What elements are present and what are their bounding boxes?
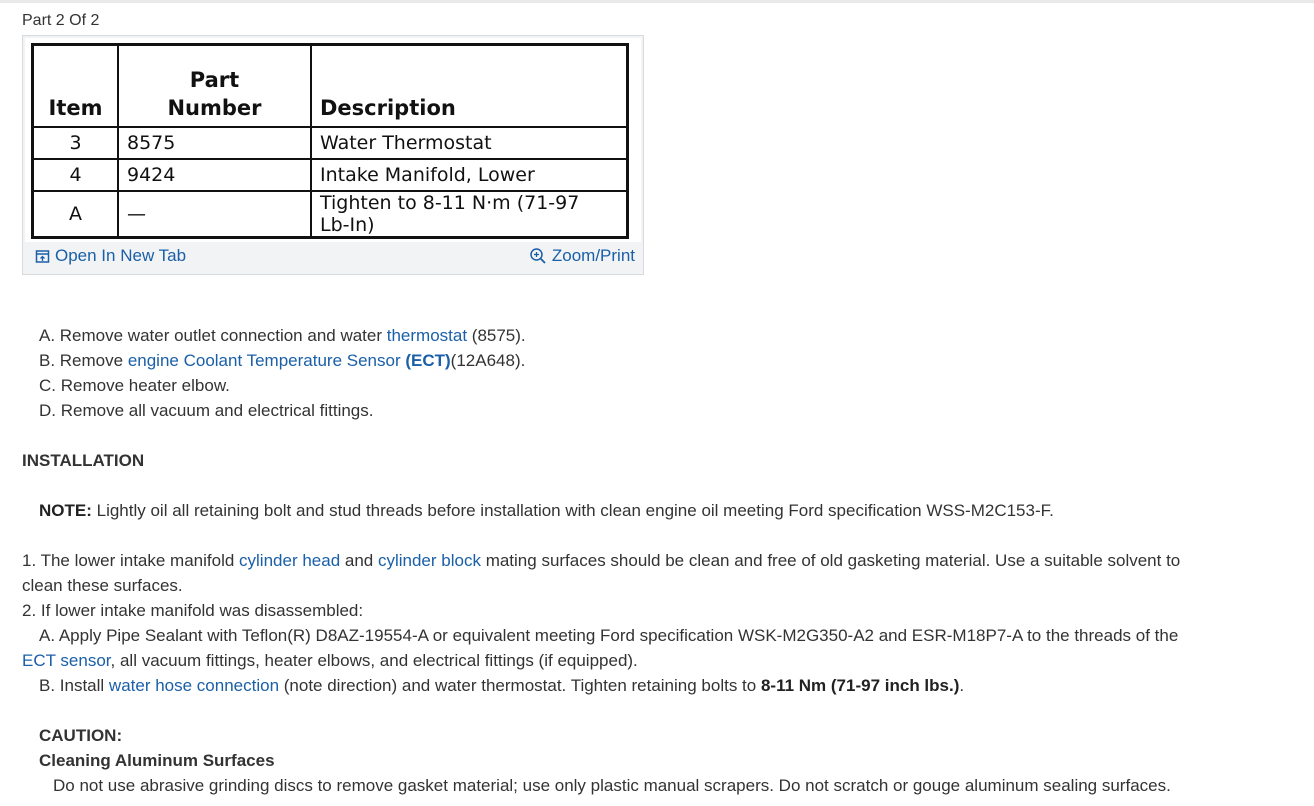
ect-sensor-link[interactable]: engine Coolant Temperature Sensor [127, 351, 401, 370]
install-step-2a-cont [22, 651, 638, 671]
thermostat-link[interactable]: thermostat [386, 326, 468, 345]
open-in-new-tab-label: Open In New Tab [55, 246, 187, 265]
row-item: A [33, 191, 119, 238]
step-text: (8575). [467, 326, 526, 345]
step-text: mating surfaces should be clean and free of old gasketing material. Use a suitable solvent to [480, 551, 1181, 570]
row-item: 3 [33, 127, 119, 159]
row-description: Water Thermostat [311, 127, 628, 159]
header-part-line2: Number [167, 96, 262, 120]
part-label: Part 2 Of 2 [22, 12, 100, 29]
table-row [33, 127, 628, 159]
zoom-print-label: Zoom/Print [551, 246, 635, 265]
cylinder-head-link[interactable]: cylinder head [239, 551, 341, 570]
zoom-in-icon [529, 247, 547, 265]
removal-step-b [39, 351, 525, 371]
parts-figure [22, 35, 644, 275]
caution-text: Do not use abrasive grinding discs to remove gasket material; use only plastic manual scrapers. Do not scratch or gouge aluminum sealing surfaces. [53, 776, 1171, 795]
row-part-number: 9424 [118, 159, 311, 191]
install-step-1 [22, 551, 1180, 571]
row-part-number: 8575 [118, 127, 311, 159]
removal-step-d: D. Remove all vacuum and electrical fittings. [39, 401, 374, 420]
step-text: 1. The lower intake manifold [22, 551, 240, 570]
ect-sensor-link[interactable]: ECT sensor [22, 651, 111, 670]
installation-note [39, 501, 1054, 521]
row-item: 4 [33, 159, 119, 191]
step-text: (note direction) and water thermostat. Tighten retaining bolts to [279, 676, 761, 695]
caution-label: CAUTION: [39, 726, 123, 745]
header-part-number [118, 45, 311, 128]
cylinder-block-link[interactable]: cylinder block [377, 551, 481, 570]
zoom-print-link[interactable] [529, 246, 635, 266]
step-text: (12A648). [450, 351, 526, 370]
header-item: Item [33, 45, 119, 128]
row-part-number: — [118, 191, 311, 238]
removal-step-a [39, 326, 526, 346]
step-text: B. Remove [39, 351, 128, 370]
open-in-new-tab-link[interactable] [35, 246, 186, 266]
row-description [311, 191, 628, 238]
parts-table-header [33, 45, 628, 128]
top-divider [0, 0, 1314, 3]
row-description-line1: Tighten to 8-11 N·m (71-97 [320, 192, 580, 214]
header-description: Description [311, 45, 628, 128]
step-text: and [340, 551, 378, 570]
install-step-2a: A. Apply Pipe Sealant with Teflon(R) D8AZ-19554-A or equivalent meeting Ford specification WSK-M2G350-A2 and ESR-M18P7-A to the threads of the [39, 626, 1179, 645]
open-new-tab-icon [35, 249, 50, 264]
caution-title: Cleaning Aluminum Surfaces [39, 751, 275, 770]
water-hose-connection-link[interactable]: water hose connection [108, 676, 280, 695]
install-step-2: 2. If lower intake manifold was disassembled: [22, 601, 364, 620]
installation-heading: INSTALLATION [22, 451, 145, 470]
table-row [33, 159, 628, 191]
install-step-1-cont: clean these surfaces. [22, 576, 183, 595]
table-row [33, 191, 628, 238]
row-description: Intake Manifold, Lower [311, 159, 628, 191]
row-description-line2: Lb-In) [320, 214, 375, 236]
header-part-line1: Part [189, 68, 240, 92]
parts-table [31, 43, 629, 239]
install-step-2b [39, 676, 964, 696]
parts-table-image [25, 38, 641, 242]
step-text: . [959, 676, 965, 695]
torque-spec: 8-11 Nm (71-97 inch lbs.) [760, 676, 960, 695]
removal-step-c: C. Remove heater elbow. [39, 376, 230, 395]
step-text: B. Install [39, 676, 109, 695]
step-text: A. Remove water outlet connection and water [39, 326, 387, 345]
ect-abbrev[interactable]: (ECT) [400, 351, 451, 370]
step-text: , all vacuum fittings, heater elbows, and electrical fittings (if equipped). [110, 651, 638, 670]
note-label: NOTE: [39, 501, 92, 520]
note-text: Lightly oil all retaining bolt and stud threads before installation with clean engine oil meeting Ford specification WSS-M2C153-F. [91, 501, 1054, 520]
